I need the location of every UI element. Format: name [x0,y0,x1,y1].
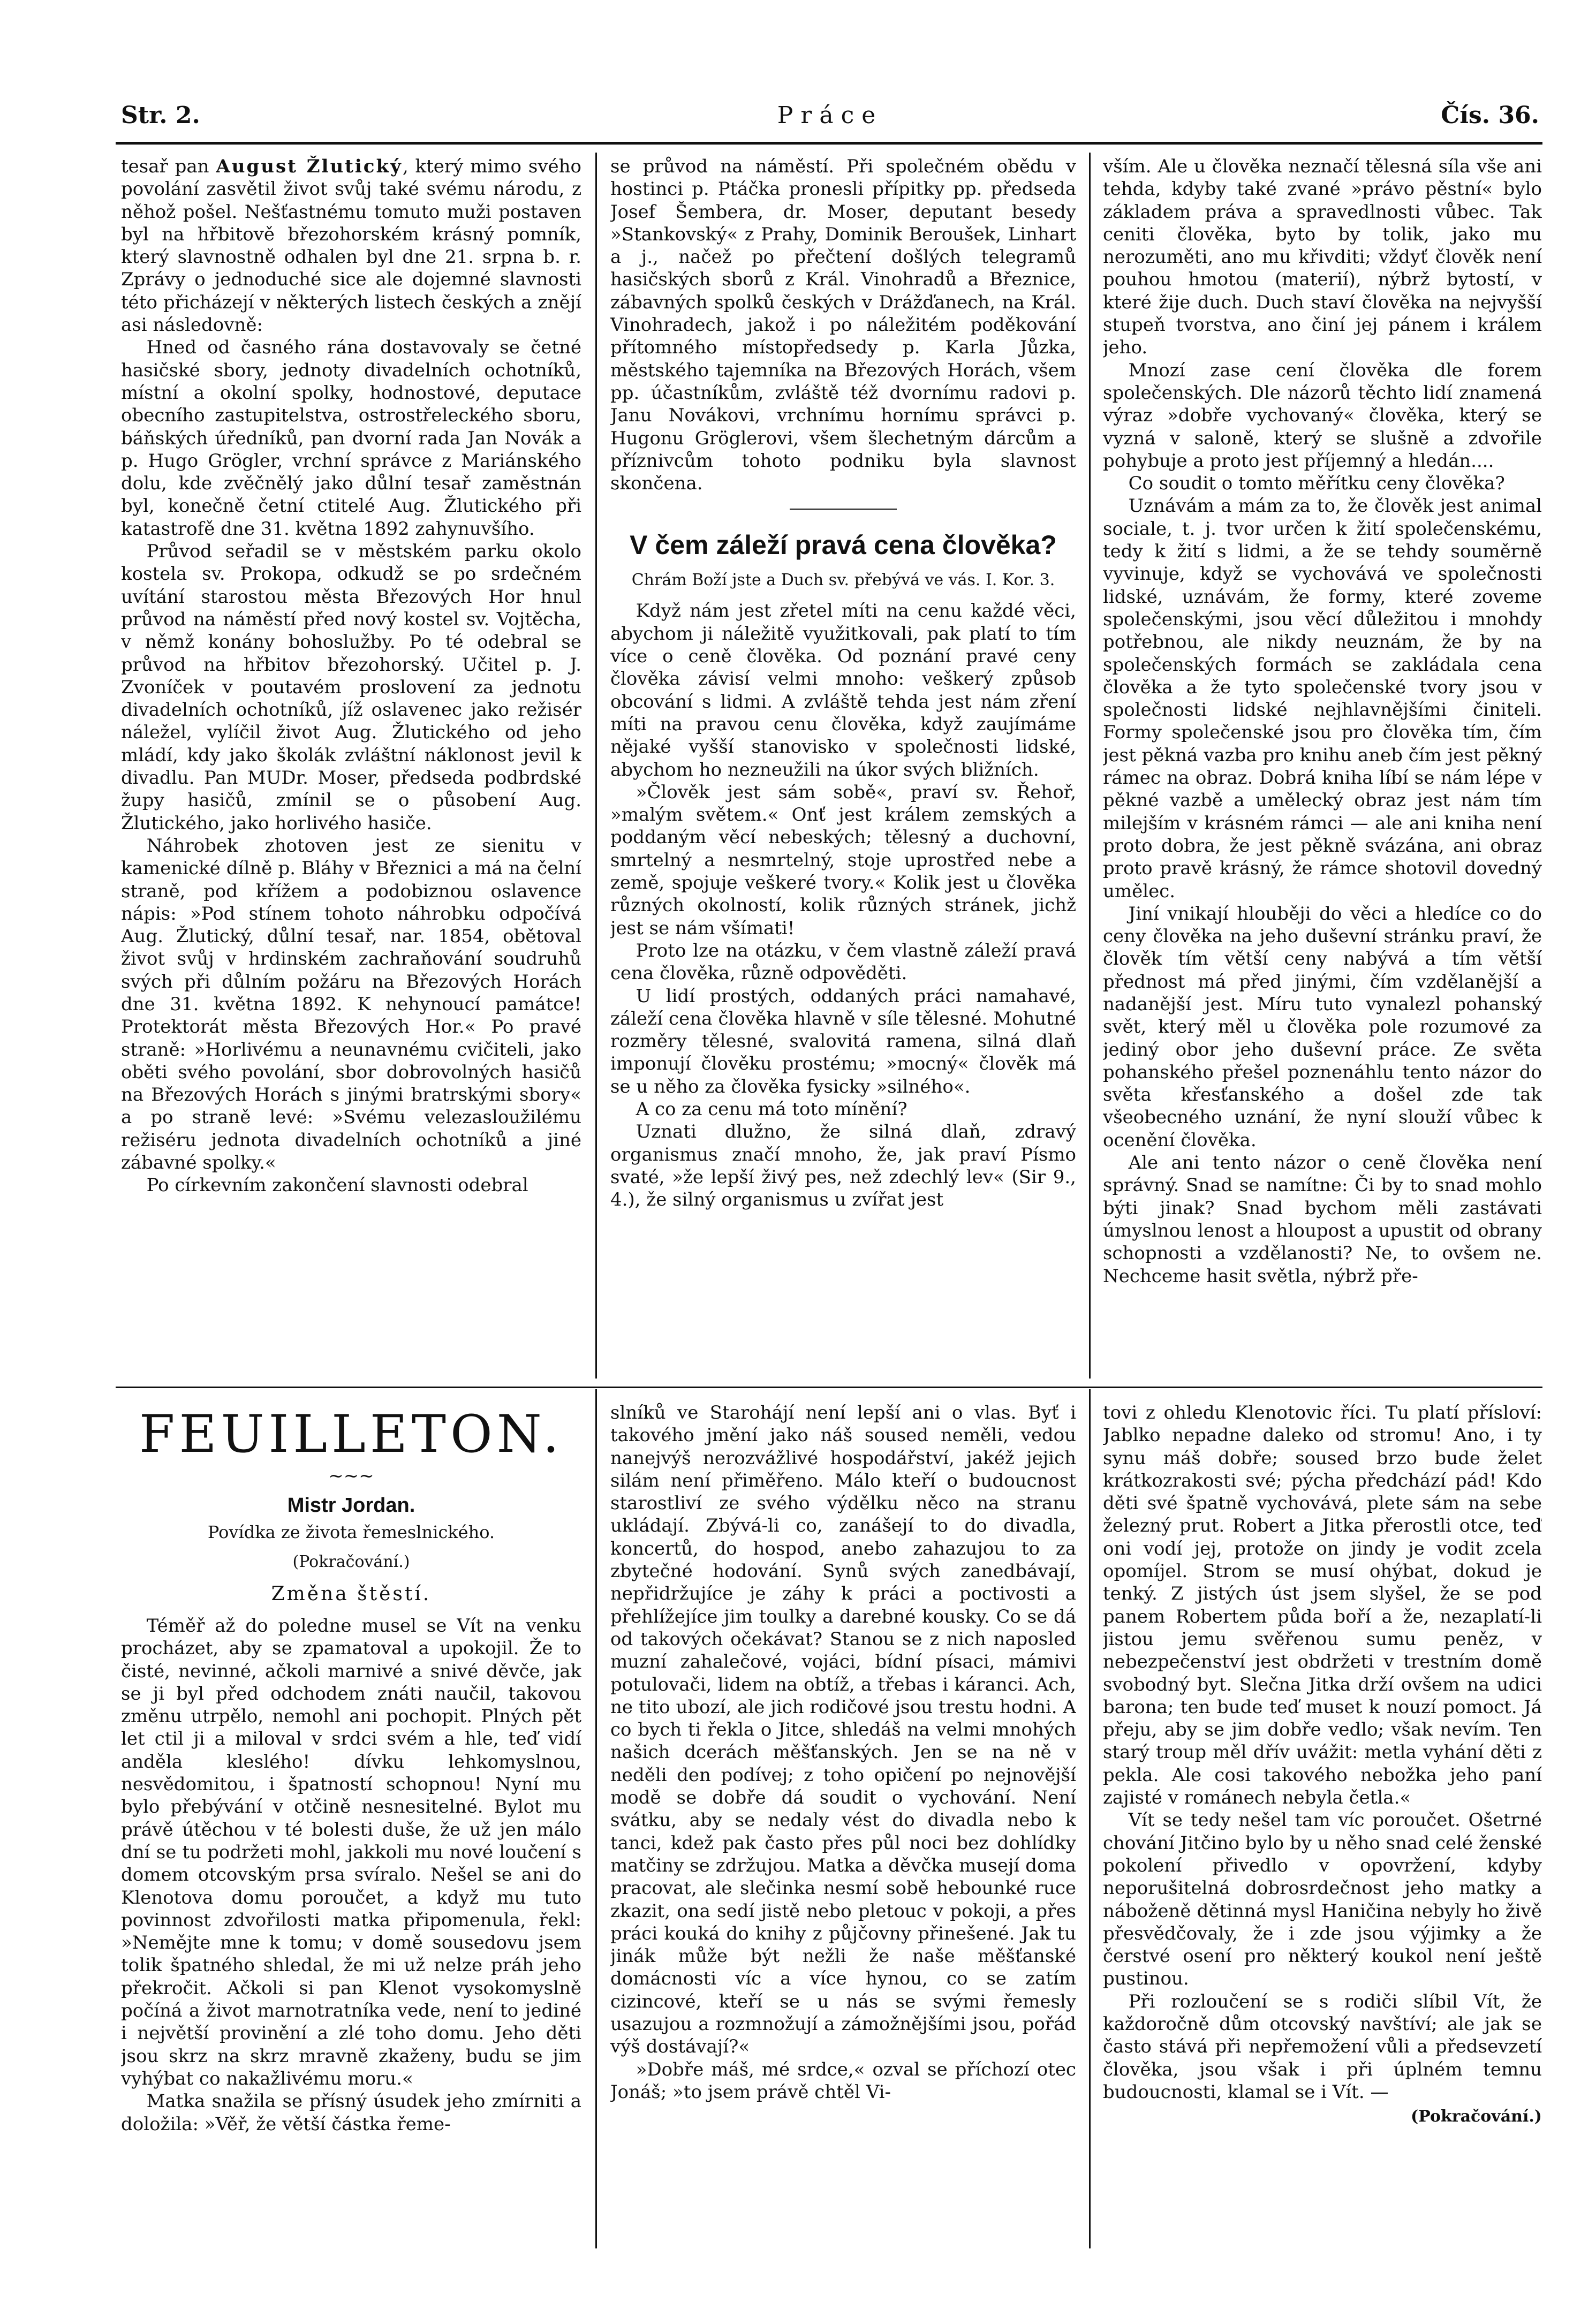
report-paragraph: Náhrobek zhotoven jest ze sienitu v kamenické dílně p. Bláhy v Březnici a má na čelní straně, pod křížem a podobiznou oslavence nápis: »Pod stínem tohoto náhrobku odpočívá Aug. Žlutický, důlní tesař, nar. 1854, obětoval život svůj v hrdinském zachraňování soudruhů svých při důlním požáru na Březových Horách dne 31. května 1892. K nehynoucí památce! Protektorát města Březových Hor.« Po pravé straně: »Horlivému a neunavnému cvičiteli, jako oběti svého povolání, sbor dobrovolných hasičů na Březových Horách s jinými bratrskými sbory« a po straně levé: »Svému velezasloužilému režiséru jednota divadelních ochotníků a jiné zábavné spolky.« [121,835,581,1174]
column-divider [595,153,597,1379]
article-paragraph: Jiní vnikají hlouběji do věci a hledíce co do ceny člověka na jeho duševní stránku praví, že člověk tím větší ceny nabývá a tím větší přednost má před jinými, čím vzdělanější a nadanější jest. Míru tuto vynalezl pohanský svět, který měl u člověka pole rozumové za jediný obor jeho duševní práce. Ze světa pohanského přešel poznenáhlu tento názor do světa křesťanského a došel zde tak všeobecného uznání, že nyní slouží vůbec k ocenění člověka. [1103,903,1542,1151]
story-subtitle: Povídka ze života řemeslnického. [207,1522,495,1542]
newspaper-title: Práce [777,102,883,129]
story-continued: (Pokračování.) [292,1552,410,1571]
section-rule [790,509,897,510]
ornament: ~~~ [328,1465,374,1487]
report-column-2 [610,155,1076,1377]
header-rule [116,142,1542,145]
story-paragraph: Vít se tedy nešel tam víc poroučet. Ošetrné chování Jitčino bylo by u něho snad celé ženské pokolení přivedlo v opovržení, kdyby neporušitelná dobrosrdečnost jeho matky a náboženě dětinná mysl Haničina nebyly ho živě přesvědčovaly, že i zde jsou výjimky a že čerstvé osení pro některý koukol není ještě pustinou. [1103,1809,1542,1990]
article-paragraph: A co za cenu má toto mínění? [636,1098,907,1120]
feuilleton-column-2 [610,1402,1076,2247]
page-number: Str. 2. [121,102,200,129]
report-paragraph: Průvod seřadil se v městském parku okolo kostela sv. Prokopa, odkudž se po srdečném uvítání starostou města Březových Hor hnul průvod na náměstí před nový kostel sv. Vojtěcha, v němž konány bohoslužby. Po té odebral se průvod na hřbitov březohorský. Učitel p. J. Zvoníček v poutavém proslovení za jednotu divadelních ochotníků, jíž oslavenec jako režisér náležel, vylíčil život Aug. Žlutického od jeho mládí, kdy jako školák zvláštní náklonost jevil k divadlu. Pan MUDr. Moser, předseda podbrdské župy hasičů, zmínil se o působení Aug. Žlutického, jako horlivého hasiče. [121,541,581,834]
article-column-3 [1103,155,1542,1377]
report-column-1 [121,155,581,1377]
article-paragraph: Mnozí zase cení člověka dle forem společenských. Dle názorů těchto lidí znamená výraz »dobře vychovaný« člověka, který se vyzná v saloně, který se slušně a zdvořile pohybuje a proto jest příjemný a hledán.... [1103,359,1542,472]
story-paragraph: Matka snažila se přísný úsudek jeho zmírniti a doložila: »Věř, že větší částka řeme- [121,2091,581,2135]
article-paragraph: Když nám jest zřetel míti na cenu každé věci, abychom ji náležitě využitkovali, pak platí to tím více o ceně člověka. Od poznání pravé ceny člověka závisí velmi mnoho: veškerý způsob obcování s lidmi. A zvláště tehda jest nám zření míti na pravou cenu člověka, když zaujímáme nějaké vyšší stanovisko v společnosti lidské, abychom ho nezneužili na úkor svých bližních. [610,600,1076,781]
report-author: August Žlutický [216,156,403,177]
report-lead: tesař pan August Žlutický, který mimo svého povolání zasvětil život svůj také svému národu, z něhož pošel. Nešťastnému tomuto muži postaven byl na hřbitově březohorském krásný pomník, který slavnostně odhalen byl dne 21. srpna b. r. Zprávy o jednoduché sice ale dojemné slavnosti této přicházejí v některých listech českých a znějí asi následovně: [121,156,581,336]
article-paragraph: »Člověk jest sám sobě«, praví sv. Řehoř, »malým světem.« Onť jest králem zemských a poddaným věcí nebeských; tělesný a duchovní, smrtelný a nesmrtelný, stoje uprostřed nebe a země, spojuje veškeré tvory.« Kolik jest u člověka různých okolností, kolik různých stránek, jichž jest se nám všímati! [610,781,1076,939]
column-divider [1089,1389,1091,2248]
story-paragraph: slníků ve Starohájí není lepší ani o vlas. Byť i takového jmění jako náš soused neměli, vedou nanejvýš nerozvážlivé hospodářství, jakéž jejich silám není přiměřeno. Málo kteří o budoucnost starostliví ze svého výdělku něco na stranu ukládají. Zbývá-li co, zanášejí to do divadla, koncertů, do hospod, anebo zahazujou to za zbytečné hodování. Synů svých zanedbávají, nepřidržujíce je záhy k práci a poctivosti a přehlížejíce jim toulky a darebné kousky. Co se dá od takových očekávat? Stanou se z nich naposled muzní zahalečové, vojáci, bídní písaci, mámivi potulovači, lidem na obtíž, a třebas i káranci. Ach, ne tito ubozí, ale jich rodičové jsou trestu hodni. A co bych ti řekla o Jitce, shledáš na velmi mnohých našich dcerách měšťanských. Jen se na ně v neděli den podívej; z toho opičení po nejnovější modě se dobře dá soudit o vychování. Není svátku, aby se nedaly vést do divadla nebo k tanci, kdež pak často přes půl noci bez dohlídky matčiny se zdržujou. Matka a děvčka musejí doma pracovat, ale slečinka nesmí sobě hebounké ruce zkazit, ona sedí jistě nebo pletouc v pokoji, a přes práci kouká do knihy z půjčovny přinešené. Jak tu jinák může být nežli že naše měšťanské domácnosti víc a více hynou, co se zatím cizincové, kteří se u nás se svými řemesly usazujou a rozmnožují a zámožnějšími jsou, pořád výš dostávají?« [610,1402,1076,2058]
column-divider [595,1389,597,2248]
article-paragraph: Ale ani tento názor o ceně člověka není správný. Snad se namítne: Či by to snad mohlo býti jinak? Snad bychom měli zastávati úmyslnou lenost a hloupost a upustit od obrany schopnosti a vzdělanosti? Ne, to ovšem ne. Nechceme hasit světla, nýbrž pře- [1103,1152,1542,1287]
story-title: Mistr Jordan. [287,1494,415,1517]
report-paragraph: Hned od časného rána dostavovaly se četné hasičské sbory, jednoty divadelních ochotníků, místní a okolní spolky, hodnostové, deputace obecního zastupitelstva, ostrostřeleckého sboru, báňských úředníků, pan dvorní rada Jan Novák a p. Hugo Grögler, vrchní správce z Mariánského dolu, kde zvěčnělý jako důlní tesař zaměstnán byl, konečně četní ctitelé Aug. Žlutického při katastrofě dne 31. května 1892 zahynuvšího. [121,337,581,540]
story-paragraph: »Dobře máš, mé srdce,« ozval se příchozí otec Jonáš; »to jsem právě chtěl Vi- [610,2058,1076,2103]
article-motto: Chrám Boží jste a Duch sv. přebývá ve vás. I. Kor. 3. [631,571,1055,590]
story-chapter: Změna štěstí. [271,1583,432,1605]
story-paragraph: Téměř až do poledne musel se Vít na venku procházet, aby se zpamatoval a upokojil. Že to čisté, nevinné, ačkoli marnivé a snivé děvče, jak se ji byl před odchodem znáti naučil, takovou změnu utrpělo, nemohl ani pochopit. Plných pět let ctil ji a miloval v srdci svém a hle, teď vidí anděla klesléhо! dívku lehkomyslnou, nesvědomitou, i špatností schopnou! Nyní mu bylo přebývání v otčině nesnesitelné. Bylot mu právě útěchou v té bolesti duše, že už jen málo dní se tu podržeti mohl, jakkoli mu nové loučení s domem otcovským prsa svíralo. Nešel se ani do Klenotova domu poroučet, a když mu tuto povinnost zdvořilosti matka připomenula, řekl: »Nemějte mne k tomu; v domě sousedovu jsem tolik špatného shledal, že mi už nelze práh jeho překročit. Ačkoli si pan Klenot vysokomyslně počíná a život marnotratníka vede, není to jediné i největší provinění a zlé toho domu. Jeho děti jsou skrz na skrz mravně zkaženy, budu se jim vyhýbat co nakažlivému moru.« [121,1615,581,2089]
article-paragraph: vším. Ale u člověka neznačí tělesná síla vše ani tehda, kdyby také zvané »právo pěstní« bylo základem práva a spravedlnosti vůbec. Tak ceniti člověka, byto by tolik, jako mu nerozuměti, ano mu křivditi; vždyť člověk není pouhou hmotou (materií), nýbrž bytostí, v které žije duch. Duch staví člověka na nejvyšší stupeň tvorstva, ano činí jej pánem i králem jeho. [1103,156,1542,359]
feuilleton-divider [116,1387,1542,1388]
feuilleton-column-1 [121,1402,581,2247]
story-paragraph: Při rozloučení se s rodiči slíbil Vít, že každoročně dům otcovský navštíví; ale jak se často stává při nepřemožení vůli a předsevzetí člověka, jsou však i při úplném temnu budoucnosti, klamal se i Vít. — [1103,1990,1542,2103]
page-header [121,102,1539,134]
article-paragraph: Co soudit o tomto měřítku ceny člověka? [1128,473,1505,495]
article-title: V čem záleží pravá cena člověka? [630,530,1057,561]
to-be-continued: (Pokračování.) [1411,2107,1542,2126]
report-paragraph: Po církevním zakončení slavnosti odebral [146,1175,528,1196]
column-divider [1089,153,1091,1379]
feuilleton-column-3 [1103,1402,1542,2247]
issue-number: Čís. 36. [1441,102,1539,129]
article-paragraph: Uznati dlužno, že silná dlaň, zdravý organismus značí mnoho, že, jak praví Písmo svaté, »že lepší živý pes, než zdechlý lev« (Sir 9., 4.), že silný organismus u zvířat jest [610,1121,1076,1211]
report-paragraph: se průvod na náměstí. Při společném obědu v hostinci p. Ptáčka pronesli přípitky pp. předseda Josef Šembera, dr. Moser, deputant besedy »Stankovský« z Prahy, Dominik Beroušek, Linhart a j., načež po přečtení došlých telegramů hasičských sborů z Král. Vinohradů a Březnice, zábavných spolků českých v Drážďanech, na Král. Vinohradech, jakož i po náležitém poděkování přítomného místopředsedy p. Karla Jůzka, městského tajemníka na Březových Horách, všem pp. účastníkům, zvláště též dvornímu radovi p. Janu Novákovi, vrchnímu hornímu správci p. Hugonu Gröglerovi, všem šlechetným dárcům a příznivcům tohoto podniku byla slavnost skončena. [610,156,1076,495]
story-paragraph: tovi z ohledu Klenotovic říci. Tu platí přísloví: Jablko nepadne daleko od stromu! Ano, i ty synu máš dobře; soused brzo bude želet krátkozrakosti své; pýcha předchází pád! Kdo děti své špatně vychovává, plete sám na sebe železný prut. Robert a Jitka přerostli otce, teď oni vodí jej, protože on jindy je vodit zcela opomíjel. Strom se musí ohýbat, dokud je tenký. Z jistých úst jsem slyšel, že se pod panem Robertem půda boří a že, nezaplatí-li jistou jemu svěřenou sumu peněz, v nebezpečenství jest obdržeti v trestním domě svobodný byt. Slečna Jitka drží ovšem na udici barona; ten bude teď muset k nouzí pomoct. Já přeju, aby se jim dobře vedlo; však nevím. Ten starý troup měl dřív uvážit: metla vyhání děti z pekla. Ale cosi takového nebožka jeho paní zajisté v románech nebyla četla.« [1103,1402,1542,1809]
article-paragraph: U lidí prostých, oddaných práci namahavé, záleží cena člověka hlavně v síle tělesné. Mohutné rozměry tělesné, svalovitá ramena, silná dlaň imponují člověku prostému; »mocný« člověk má se u něho za člověka fysicky »silného«. [610,985,1076,1097]
article-paragraph: Proto lze na otázku, v čem vlastně záleží pravá cena člověka, různě odpověděti. [610,940,1076,984]
article-paragraph: Uznávám a mám za to, že člověk jest animal sociale, t. j. tvor určen k žití společenskému, tedy k žití s lidmi, a že se tehdy souměrně vyvinuje, když se vychovává ve společnosti lidské, uznávám, že formy, které zoveme společenskými, jsou věcí důležitou i mnohdy potřebnou, ale nikdy neuznám, že by na společenských formách se zakládala cena člověka a že tyto společenské tvory jsou v společnosti lidské nejhlavnějšími činiteli. Formy společenské jsou pro člověka tím, čím jest pěkná vazba pro knihu aneb čím jest pěkný rámec na obraz. Dobrá kniha líbí se nám lépe v pěkné vazbě a umělecký obraz jest nám tím milejším v krásném rámci — ale ani kniha není proto dobra, že jest pěkně svázána, ani obraz proto pravě krásný, že rámce shotovil dovedný umělec. [1103,495,1542,902]
feuilleton-heading: FEUILLETON. [139,1404,564,1464]
